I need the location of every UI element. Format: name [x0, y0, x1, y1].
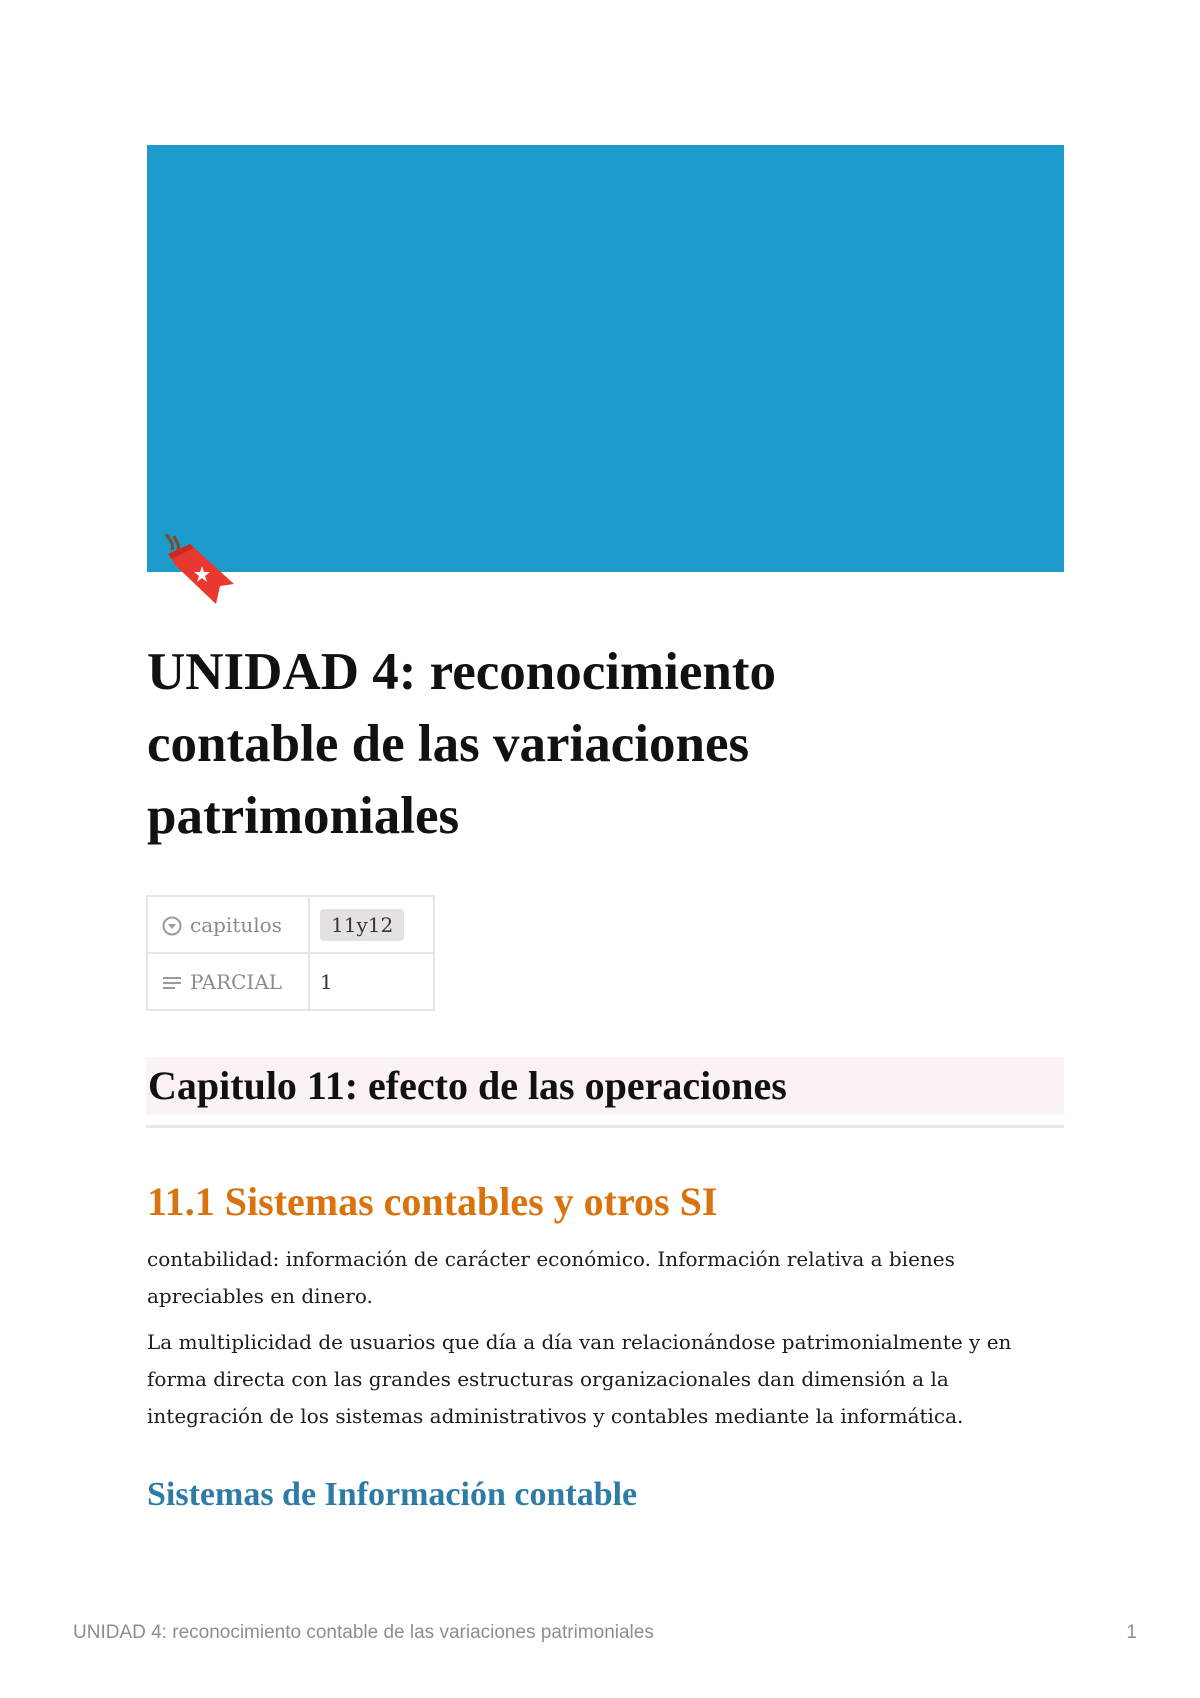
cover-image — [147, 145, 1064, 572]
heading-sistemas-informacion: Sistemas de Información contable — [147, 1476, 638, 1513]
page-number: 1 — [1126, 1622, 1137, 1643]
page-title-line-2: contable de las variaciones — [147, 715, 750, 773]
property-value-cell[interactable] — [309, 896, 434, 953]
paragraph-multiplicidad: La multiplicidad de usuarios que día a día van relacionándose patrimonialmente y en forma directa con las grandes estructuras organizacionales dan dimensión a la integración de los sistemas administrativos y contables mediante la informática. — [147, 1330, 1012, 1428]
page-title-line-1: UNIDAD 4: reconocimiento — [147, 643, 777, 701]
heading-sistemas-contables: 11.1 Sistemas contables y otros SI — [147, 1179, 718, 1224]
select-circle-icon — [162, 916, 182, 936]
property-name-cell[interactable] — [147, 896, 309, 953]
divider — [146, 1125, 1064, 1128]
property-value-cell[interactable] — [309, 953, 434, 1010]
heading-capitulo-11: Capitulo 11: efecto de las operaciones — [146, 1057, 1064, 1115]
property-value-parcial: 1 — [320, 969, 333, 994]
property-name-capitulos: capitulos — [190, 912, 282, 937]
properties-table — [146, 895, 435, 1011]
footer-title: UNIDAD 4: reconocimiento contable de las variaciones patrimoniales — [73, 1622, 654, 1643]
tag-chip: 11y12 — [320, 909, 404, 941]
red-bookmark-tag-icon — [158, 532, 238, 612]
page-title — [147, 636, 1064, 852]
property-row-capitulos — [147, 896, 434, 953]
paragraph-contabilidad: contabilidad: información de carácter económico. Información relativa a bienes apreciables en dinero. — [147, 1247, 955, 1308]
text-lines-icon — [162, 973, 182, 993]
property-name-cell[interactable] — [147, 953, 309, 1010]
page-title-line-3: patrimoniales — [147, 787, 460, 845]
property-row-parcial — [147, 953, 434, 1010]
property-name-parcial: PARCIAL — [190, 969, 283, 994]
